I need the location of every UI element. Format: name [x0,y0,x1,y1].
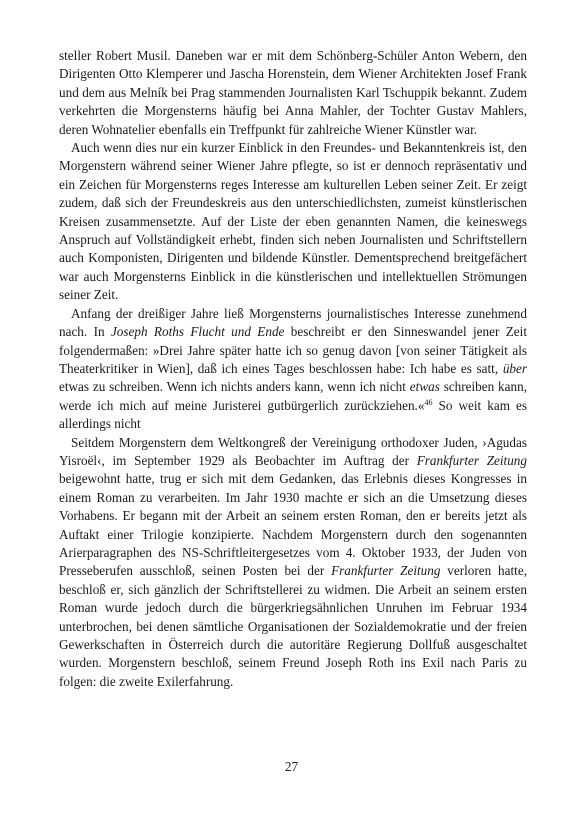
text-run: Auch wenn dies nur ein kurzer Einblick in den Freundes- und Bekanntenkreis ist, den Morgenstern während seiner Wiener Jahre pflegte, so ist er dennoch repräsentativ und ein Zeichen für Morgensterns reges Interesse am kulturellen Leben seiner Zeit. Er zeigt zudem, daß sich der Freundeskreis aus den unterschiedlichsten, zumeist künstlerischen Kreisen zusammensetzte. Auf der Liste der eben genannten Namen, die keineswegs Anspruch auf Vollständigkeit erhebt, finden sich neben Journalisten und Schriftstellern auch Komponisten, Dirigenten und bildende Künstler. Dementsprechend breitgefächert war auch Morgensterns Einblick in die künstlerischen und intellektuellen Strömungen seiner Zeit. [59,140,527,303]
paragraph-4 [59,434,527,692]
text-run: etwas zu schreiben. Wenn ich nichts anders kann, wenn ich nicht [59,379,410,395]
footnote-ref: 46 [424,397,433,407]
italic-text: etwas [409,379,440,395]
text-run: So weit kam es allerdings nicht [59,397,527,432]
italic-text: Frankfurter Zeitung [331,563,441,579]
paragraph-3 [59,305,527,434]
text-run: steller Robert Musil. Daneben war er mit dem Schönberg-Schüler Anton Webern, den Dirigenten Otto Klemperer und Jascha Horenstein, dem Wiener Architekten Josef Frank und dem aus Melník bei Prag stammenden Journalisten Karl Tschuppik bekannt. Zudem verkehrten die Morgensterns häufig bei Anna Mahler, der Tochter Gustav Mahlers, deren Wohnatelier ebenfalls ein Treffpunkt für zahlreiche Wiener Künstler war. [59,48,527,137]
paragraph-2 [59,139,527,305]
italic-text: Frankfurter Zeitung [416,452,527,468]
italic-text: über [502,360,527,376]
page-body [59,47,527,691]
paragraph-1 [59,47,527,139]
text-run: Anfang der dreißiger Jahre ließ Morgensterns journalistisches Interesse zunehmend nach. In [59,305,527,340]
text-run: verloren hatte, beschloß er, sich gänzlich der Schriftstellerei zu widmen. Die Arbeit an seinem ersten Roman wurde jedoch durch die bürgerkriegsähnlichen Unruhen im Februar 1934 unterbrochen, bei denen sämtliche Organisationen der Sozialdemokratie und der freien Gewerkschaften in Österreich durch die autoritäre Regierung Dollfuß ausgeschaltet wurden. Morgenstern beschloß, seinem Freund Joseph Roth ins Exil nach Paris zu folgen: die zweite Exilerfahrung. [59,563,527,689]
page-number: 27 [284,759,299,774]
text-run: beigewohnt hatte, trug er sich mit dem Gedanken, das Erlebnis dieses Kongresses in einem Roman zu verarbeiten. Im Jahr 1930 machte er sich an die Umsetzung dieses Vorhabens. Er begann mit der Arbeit an seinem ersten Roman, den er bereits jetzt als Auftakt einer Trilogie konzipierte. Nachdem Morgenstern durch den sogenannten Arierparagraphen des NS-Schriftleitergesetzes vom 4. Oktober 1933, der Juden von Presseberufen ausschloß, seinen Posten bei der [59,471,527,579]
text-run: beschreibt er den Sinneswandel jener Zeit folgendermaßen: »Drei Jahre später hatte ich so genug davon [von seiner Tätigkeit als Theaterkritiker in Wien], daß ich eines Tages beschlossen habe: Ich habe es satt, [59,324,527,376]
text-run: Seitdem Morgenstern dem Weltkongreß der Vereinigung orthodoxer Juden, ›Agudas Yisroël‹, im September 1929 als Beobachter im Auftrag der [59,434,527,468]
text-run: schreiben kann, werde ich mich auf meine Juristerei gutbürgerlich zurückziehen.« [59,379,527,413]
italic-text: Joseph Roths Flucht und Ende [110,324,285,340]
